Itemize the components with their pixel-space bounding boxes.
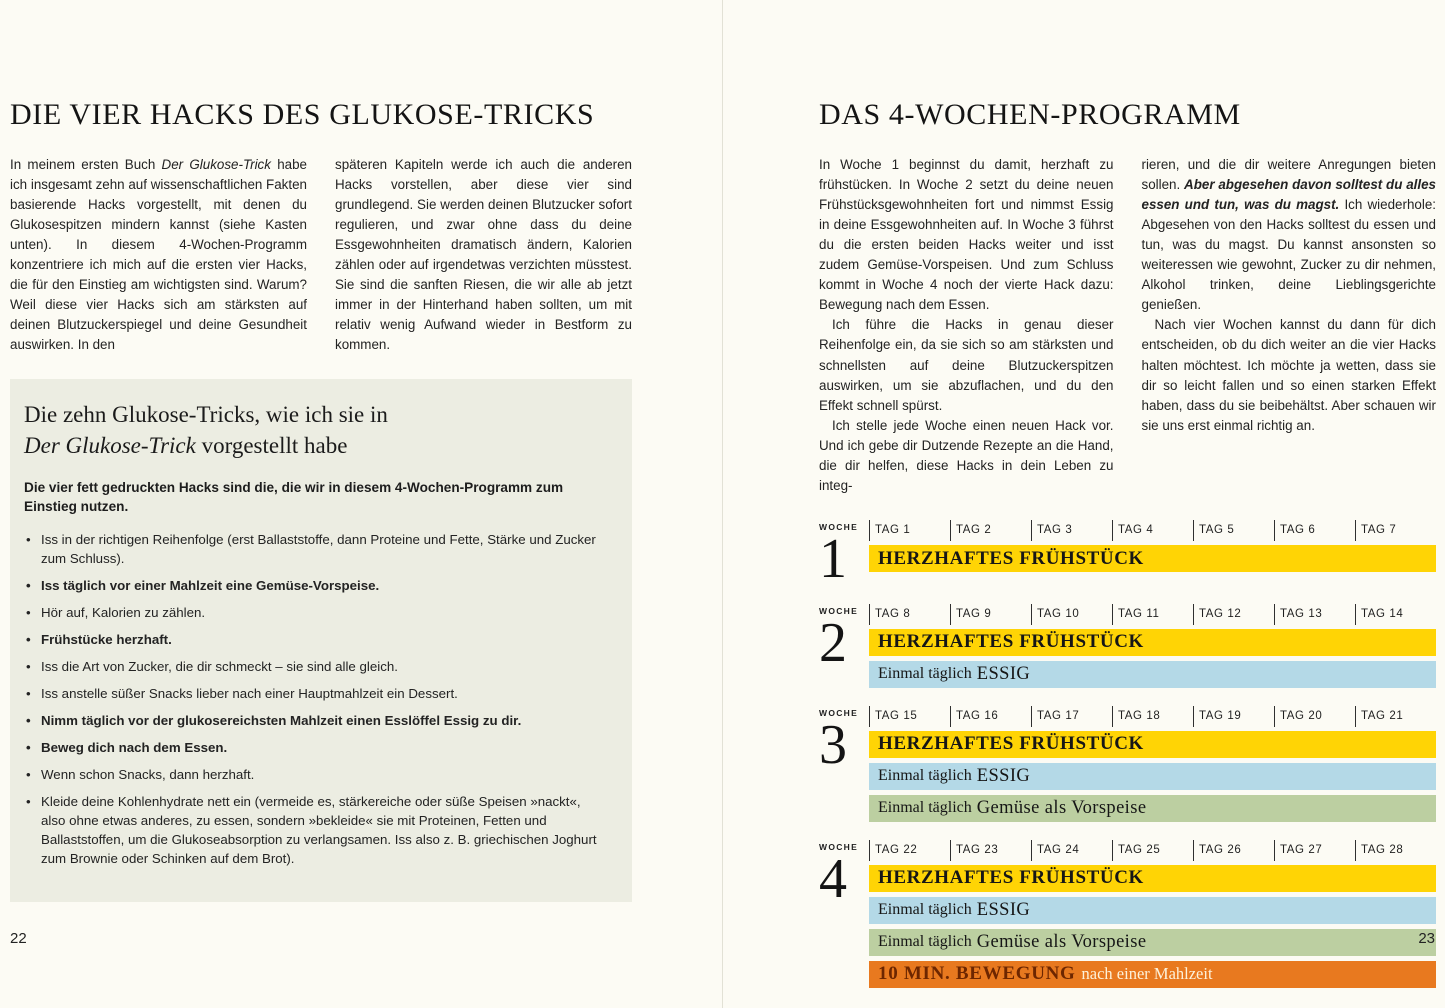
hack-item: • Nimm täglich vor der glukosereichsten Mahlzeit einen Esslöffel Essig zu dir. bbox=[24, 711, 606, 730]
paragraph bbox=[1142, 155, 1437, 316]
day-header-row bbox=[869, 706, 1436, 727]
hack-bar-vinegar bbox=[869, 897, 1436, 924]
text-run: In meinem ersten Buch bbox=[10, 156, 162, 172]
week-label bbox=[819, 840, 869, 988]
book-title-italic: Der Glukose-Trick bbox=[161, 156, 271, 172]
box-intro: Die vier fett gedruckten Hacks sind die, die wir in diesem 4-Wochen-Programm zum Einstieg nutzen. bbox=[24, 479, 564, 515]
week-content bbox=[869, 520, 1436, 586]
right-page-title: DAS 4-WOCHEN-PROGRAMM bbox=[819, 98, 1241, 131]
hack-bar-breakfast bbox=[869, 545, 1436, 572]
hack-item: • Iss in der richtigen Reihenfolge (erst Ballaststoffe, dann Proteine und Fette, Stärke und Zucker zum Schluss). bbox=[24, 530, 606, 568]
hack-bar-movement bbox=[869, 961, 1436, 988]
box-heading-line1: Die zehn Glukose-Tricks, wie ich sie in bbox=[24, 401, 388, 427]
day-header: TAG 6 bbox=[1274, 520, 1355, 541]
bar-text: HERZHAFTES FRÜHSTÜCK bbox=[878, 867, 1144, 889]
bar-text: ESSIG bbox=[976, 899, 1031, 920]
hack-bar-veggie-starter bbox=[869, 795, 1436, 822]
paragraph: In Woche 1 beginnst du damit, herzhaft zu frühstücken. In Woche 2 setzt du deine neuen Frühstücksgewohnheiten fort und nimmst Essig in deine Essgewohnheiten auf. In Woche 3 führst du die ersten beiden Hacks weiter und isst zudem Gemüse-Vorspeisen. Und zum Schluss kommt in Woche 4 noch der vierte Hack dazu: Bewegung nach dem Essen. bbox=[819, 156, 1114, 313]
day-header-row bbox=[869, 604, 1436, 625]
box-heading-rest: vorgestellt habe bbox=[195, 432, 348, 458]
day-header: TAG 16 bbox=[950, 706, 1031, 727]
hacks-list bbox=[24, 530, 606, 868]
paragraph: Nach vier Wochen kannst du dann für dich entscheiden, ob du dich weiter an die vier Hacks halten möchtest. Ich möchte ja wetten, dass sie dir so leicht fallen und so einen starken Effekt haben, dass du sie beibehältst. Aber schauen wir sie uns erst einmal richtig an. bbox=[1141, 317, 1436, 433]
day-header: TAG 3 bbox=[1031, 520, 1112, 541]
day-header: TAG 24 bbox=[1031, 840, 1112, 861]
hack-bar-breakfast bbox=[869, 629, 1436, 656]
left-page bbox=[0, 0, 722, 1008]
text-run: rieren, und die dir weitere Anregungen bieten sollen. bbox=[1141, 156, 1436, 192]
week-content bbox=[869, 706, 1436, 822]
hack-item: • Kleide deine Kohlenhydrate nett ein (vermeide es, stärkereiche oder süße Speisen »nackt«, also ohne etwas anderes, zu essen, sondern »bekleide« sie mit Proteinen, Fetten und Ballaststoffen, um die Glukoseabsorption zu verlangsamen. Iss also z. B. griechischen Joghurt zum Brownie oder Schinken auf dem Brot). bbox=[24, 792, 606, 868]
left-body-col2: späteren Kapiteln werde ich auch die anderen Hacks vorstellen, aber diese vier sind grundlegend. Sie werden deinen Blutzucker sofort regulieren, und zwar ohne dass du deine Essgewohnheiten dramatisch ändern, Kalorien zählen oder auf irgendetwas verzichten müsstest. Sie sind die sanften Riesen, die wir alle ab jetzt immer in der Hinterhand haben sollten, um mit relativ wenig Aufwand wieder in Bestform zu kommen. bbox=[335, 156, 632, 353]
day-header: TAG 9 bbox=[950, 604, 1031, 625]
left-page-title: DIE VIER HACKS DES GLUKOSE-TRICKS bbox=[10, 98, 595, 131]
bar-text: HERZHAFTES FRÜHSTÜCK bbox=[878, 631, 1144, 653]
week-caption: WOCHE bbox=[819, 605, 859, 616]
day-header: TAG 17 bbox=[1031, 706, 1112, 727]
day-header: TAG 27 bbox=[1274, 840, 1355, 861]
page-number-left: 22 bbox=[10, 930, 27, 947]
bar-text-lead: Einmal täglich bbox=[878, 665, 972, 683]
day-header: TAG 26 bbox=[1193, 840, 1274, 861]
day-header: TAG 8 bbox=[869, 604, 950, 625]
paragraph: Ich stelle jede Woche einen neuen Hack vor. Und ich gebe dir Dutzende Rezepte an die Hand, die dir helfen, diese Hacks in dein Leben zu integ- bbox=[819, 417, 1114, 494]
left-body-columns bbox=[10, 155, 632, 356]
bar-text: HERZHAFTES FRÜHSTÜCK bbox=[878, 733, 1144, 755]
day-header: TAG 23 bbox=[950, 840, 1031, 861]
page-number-right: 23 bbox=[1418, 930, 1435, 947]
four-week-program-chart bbox=[819, 520, 1436, 988]
week-caption: WOCHE bbox=[819, 707, 859, 718]
hack-item: • Beweg dich nach dem Essen. bbox=[24, 738, 606, 757]
day-header: TAG 1 bbox=[869, 520, 950, 541]
week-number: 2 bbox=[819, 611, 847, 674]
hack-item: • Iss anstelle süßer Snacks lieber nach einer Hauptmahlzeit ein Dessert. bbox=[24, 684, 606, 703]
week-content bbox=[869, 840, 1436, 988]
day-header: TAG 19 bbox=[1193, 706, 1274, 727]
day-header: TAG 14 bbox=[1355, 604, 1436, 625]
bar-text: Gemüse als Vorspeise bbox=[976, 931, 1147, 952]
bar-text: 10 MIN. BEWEGUNG bbox=[878, 963, 1076, 985]
hack-item: • Hör auf, Kalorien zu zählen. bbox=[24, 603, 606, 622]
day-header: TAG 28 bbox=[1355, 840, 1436, 861]
day-header: TAG 22 bbox=[869, 840, 950, 861]
text-run: habe ich insgesamt zehn auf wissenschaftlichen Fakten basierende Hacks vorgestellt, mit denen du Glukosespitzen mindern kannst (siehe Kasten unten). In diesem 4-Wochen-Programm konzentriere ich mich auf die ersten vier Hacks, die für den Einstieg am wichtigsten sind. Warum? Weil diese vier Hacks sich am stärksten auf deinen Blutzuckerspiegel und deine Gesundheit auswirken. In den bbox=[10, 156, 307, 353]
day-header: TAG 18 bbox=[1112, 706, 1193, 727]
hack-bar-veggie-starter bbox=[869, 929, 1436, 956]
week-block-2 bbox=[819, 604, 1436, 688]
glucose-tricks-box bbox=[10, 379, 632, 903]
box-heading-book-title: Der Glukose-Trick bbox=[24, 432, 196, 458]
day-header: TAG 15 bbox=[869, 706, 950, 727]
hack-bar-breakfast bbox=[869, 731, 1436, 758]
right-body-columns bbox=[819, 155, 1436, 497]
box-heading bbox=[24, 399, 606, 461]
bar-text-lead: Einmal täglich bbox=[878, 901, 972, 919]
paragraph: Ich führe die Hacks in genau dieser Reihenfolge ein, da sie sich so am stärksten und schnellsten auf deine Blutzuckerspitzen auswirken, um sie abzuflachen, und du den Effekt schnell spürst. bbox=[819, 317, 1114, 413]
week-label bbox=[819, 706, 869, 822]
day-header: TAG 25 bbox=[1112, 840, 1193, 861]
day-header: TAG 20 bbox=[1274, 706, 1355, 727]
bar-text-lead: Einmal täglich bbox=[878, 933, 972, 951]
bar-text: ESSIG bbox=[976, 765, 1031, 786]
week-number: 4 bbox=[819, 847, 847, 910]
bar-text-lead: Einmal täglich bbox=[878, 799, 972, 817]
right-page bbox=[722, 0, 1445, 1008]
day-header: TAG 11 bbox=[1112, 604, 1193, 625]
day-header: TAG 4 bbox=[1112, 520, 1193, 541]
bar-text-tail: nach einer Mahlzeit bbox=[1081, 964, 1213, 984]
week-label bbox=[819, 604, 869, 688]
bar-text-lead: Einmal täglich bbox=[878, 767, 972, 785]
emphasized-sentence: Aber abgesehen davon solltest du alles essen und tun, was du magst. bbox=[1141, 176, 1436, 212]
bar-text: HERZHAFTES FRÜHSTÜCK bbox=[878, 547, 1144, 569]
hack-item: • Wenn schon Snacks, dann herzhaft. bbox=[24, 765, 606, 784]
hack-item: • Iss täglich vor einer Mahlzeit eine Gemüse-Vorspeise. bbox=[24, 576, 606, 595]
week-number: 3 bbox=[819, 713, 847, 776]
week-label bbox=[819, 520, 869, 591]
day-header: TAG 21 bbox=[1355, 706, 1436, 727]
left-body-col1 bbox=[10, 155, 307, 356]
day-header-row bbox=[869, 520, 1436, 541]
day-header: TAG 5 bbox=[1193, 520, 1274, 541]
week-block-3 bbox=[819, 706, 1436, 822]
bar-text: ESSIG bbox=[976, 663, 1031, 684]
week-block-1 bbox=[819, 520, 1436, 591]
bar-text: Gemüse als Vorspeise bbox=[976, 797, 1147, 818]
text-run: Ich wiederhole: Abgesehen von den Hacks solltest du essen und tun, was du magst. Du kannst ansonsten so weiteressen wie gewohnt, Zucker zu dir nehmen, Alkohol trinken, deine Lieblingsgerichte genießen. bbox=[1141, 196, 1436, 313]
week-block-4 bbox=[819, 840, 1436, 988]
week-number: 1 bbox=[819, 528, 847, 591]
day-header: TAG 10 bbox=[1031, 604, 1112, 625]
right-body-col1 bbox=[819, 155, 1114, 497]
hack-bar-vinegar bbox=[869, 661, 1436, 688]
week-caption: WOCHE bbox=[819, 522, 859, 533]
hack-item: • Frühstücke herzhaft. bbox=[24, 630, 606, 649]
hack-bar-breakfast bbox=[869, 865, 1436, 892]
day-header-row bbox=[869, 840, 1436, 861]
day-header: TAG 2 bbox=[950, 520, 1031, 541]
day-header: TAG 13 bbox=[1274, 604, 1355, 625]
hack-item: • Iss die Art von Zucker, die dir schmeckt – sie sind alle gleich. bbox=[24, 657, 606, 676]
day-header: TAG 12 bbox=[1193, 604, 1274, 625]
right-body-col2 bbox=[1142, 155, 1437, 497]
week-content bbox=[869, 604, 1436, 688]
day-header: TAG 7 bbox=[1355, 520, 1436, 541]
hack-bar-vinegar bbox=[869, 763, 1436, 790]
week-caption: WOCHE bbox=[819, 841, 859, 852]
